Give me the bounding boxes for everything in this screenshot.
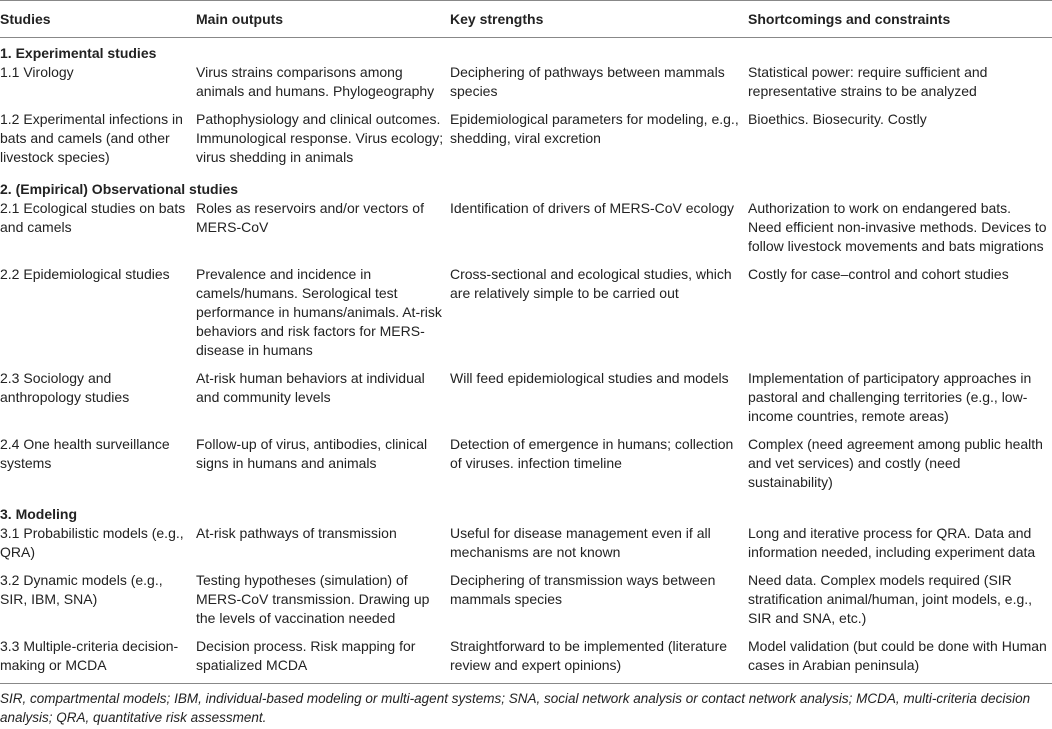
table-footnote: SIR, compartmental models; IBM, individual-based modeling or multi-agent systems; SNA, social network analysis or contact network analysis; MCDA, multi-criteria decision analysis; QRA, quantitative risk assessment. xyxy=(0,691,1031,725)
key-strengths-cell: Straightforward to be implemented (literature review and expert opinions) xyxy=(450,637,748,684)
section-title: 1. Experimental studies xyxy=(0,45,157,61)
table-body xyxy=(0,38,1052,684)
shortcomings-cell: Bioethics. Biosecurity. Costly xyxy=(748,111,927,127)
header-studies: Studies xyxy=(0,1,196,38)
main-outputs-cell: Prevalence and incidence in camels/humans. Serological test performance in humans/animals. At-risk behaviors and risk factors for MERS-disease in humans xyxy=(196,266,442,358)
header-key-strengths: Key strengths xyxy=(450,1,748,38)
study-cell: 1.2 Experimental infections in bats and camels (and other livestock species) xyxy=(0,111,183,165)
key-strengths-cell: Epidemiological parameters for modeling, e.g., shedding, viral excretion xyxy=(450,111,739,146)
shortcomings-cell: Model validation (but could be done with Human cases in Arabian peninsula) xyxy=(748,637,1052,684)
study-cell: 2.4 One health surveillance systems xyxy=(0,436,170,471)
table-row xyxy=(0,435,1052,501)
main-outputs-cell: Decision process. Risk mapping for spatialized MCDA xyxy=(196,637,450,684)
shortcomings-cell: Long and iterative process for QRA. Data and information needed, including experiment data xyxy=(748,525,1036,560)
key-strengths-cell: Deciphering of pathways between mammals species xyxy=(450,64,725,99)
shortcomings-cell: Statistical power: require sufficient and representative strains to be analyzed xyxy=(748,64,988,99)
table-row xyxy=(0,199,1052,265)
main-outputs-cell: Pathophysiology and clinical outcomes. Immunological response. Virus ecology; virus shedding in animals xyxy=(196,111,444,165)
key-strengths-cell: Detection of emergence in humans; collection of viruses. infection timeline xyxy=(450,436,734,471)
shortcomings-cell: Complex (need agreement among public health and vet services) and costly (need sustainability) xyxy=(748,436,1043,490)
key-strengths-cell: Identification of drivers of MERS-CoV ecology xyxy=(450,200,735,216)
main-outputs-cell: Virus strains comparisons among animals and humans. Phylogeography xyxy=(196,64,435,99)
shortcomings-cell: Need data. Complex models required (SIR stratification animal/human, joint models, e.g., SIR and SNA, etc.) xyxy=(748,572,1033,626)
table-row xyxy=(0,571,1052,637)
study-cell: 3.2 Dynamic models (e.g., SIR, IBM, SNA) xyxy=(0,572,163,607)
table-row xyxy=(0,369,1052,435)
key-strengths-cell: Cross-sectional and ecological studies, which are relatively simple to be carried out xyxy=(450,266,732,301)
key-strengths-cell: Deciphering of transmission ways between mammals species xyxy=(450,572,716,607)
header-main-outputs: Main outputs xyxy=(196,1,450,38)
section-title: 2. (Empirical) Observational studies xyxy=(0,181,239,197)
study-cell: 2.1 Ecological studies on bats and camels xyxy=(0,200,186,235)
shortcomings-cell: Costly for case–control and cohort studies xyxy=(748,266,1009,282)
section-title: 3. Modeling xyxy=(0,506,77,522)
shortcomings-cell: Authorization to work on endangered bats. Need efficient non-invasive methods. Devices to follow livestock movements and bats migrations xyxy=(748,200,1047,254)
section-row xyxy=(0,38,1052,64)
shortcomings-cell: Implementation of participatory approaches in pastoral and challenging territories (e.g., low-income countries, remote areas) xyxy=(748,370,1032,424)
key-strengths-cell: Useful for disease management even if all mechanisms are not known xyxy=(450,525,711,560)
study-cell: 2.2 Epidemiological studies xyxy=(0,266,170,282)
key-strengths-cell: Will feed epidemiological studies and models xyxy=(450,370,729,386)
table-row xyxy=(0,265,1052,369)
header-shortcomings: Shortcomings and constraints xyxy=(748,1,1052,38)
main-outputs-cell: Follow-up of virus, antibodies, clinical signs in humans and animals xyxy=(196,436,428,471)
section-row xyxy=(0,501,1052,524)
study-cell: 3.1 Probabilistic models (e.g., QRA) xyxy=(0,525,184,560)
table-row xyxy=(0,110,1052,176)
study-cell: 2.3 Sociology and anthropology studies xyxy=(0,370,130,405)
main-outputs-cell: Roles as reservoirs and/or vectors of MERS-CoV xyxy=(196,200,424,235)
main-outputs-cell: At-risk pathways of transmission xyxy=(196,525,397,541)
main-outputs-cell: At-risk human behaviors at individual and community levels xyxy=(196,370,425,405)
main-outputs-cell: Testing hypotheses (simulation) of MERS-CoV transmission. Drawing up the levels of vaccination needed xyxy=(196,572,430,626)
table-row xyxy=(0,63,1052,110)
table-row xyxy=(0,637,1052,684)
section-row xyxy=(0,176,1052,199)
table-header xyxy=(0,1,1052,38)
study-cell: 3.3 Multiple-criteria decision-making or MCDA xyxy=(0,637,196,684)
table-row xyxy=(0,524,1052,571)
study-cell: 1.1 Virology xyxy=(0,64,74,80)
